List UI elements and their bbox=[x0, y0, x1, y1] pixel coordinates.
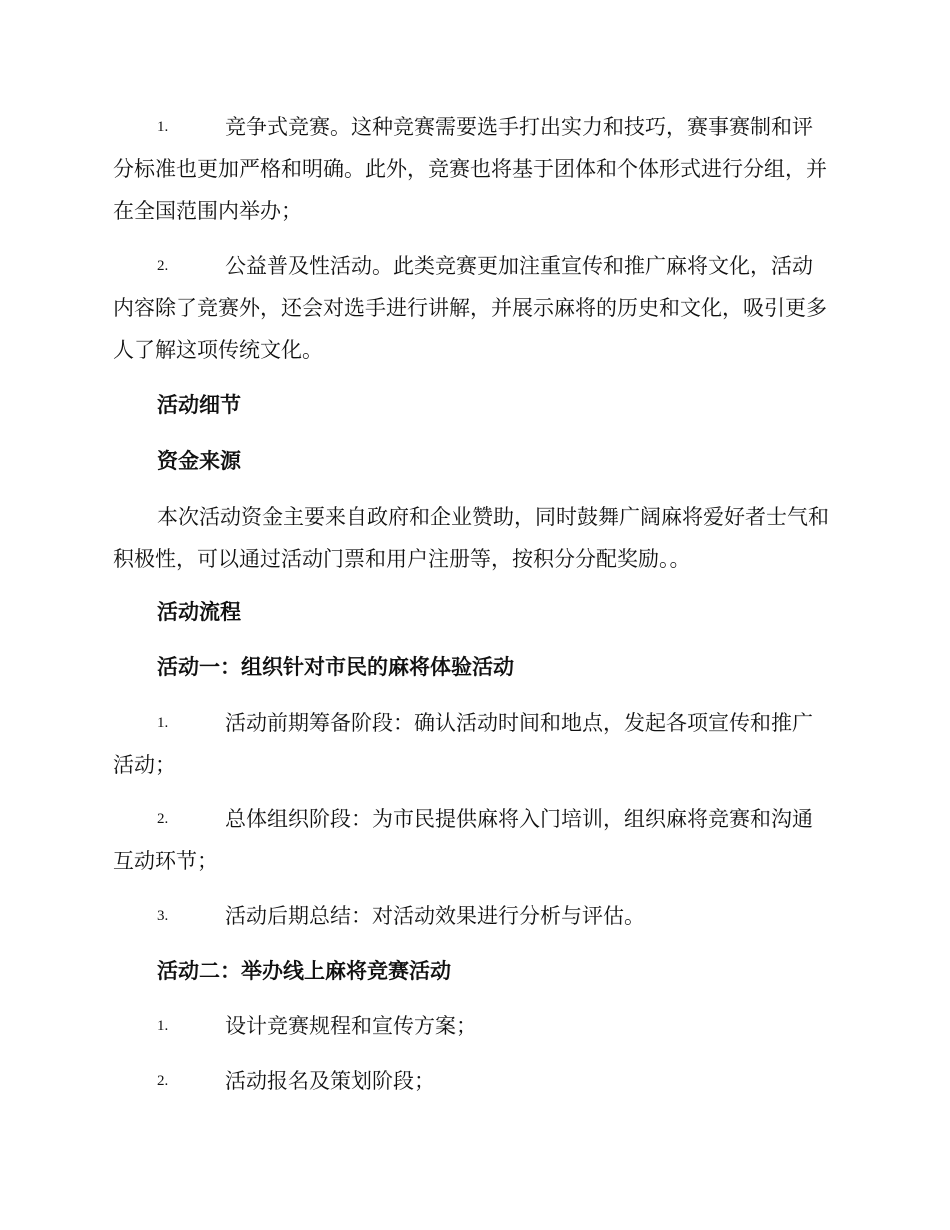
list-item bbox=[113, 895, 833, 937]
list-item bbox=[113, 702, 833, 786]
list-item-text: 竞争式竞赛。这种竞赛需要选手打出实力和技巧，赛事赛制和评分标准也更加严格和明确。此外，竞赛也将基于团体和个体形式进行分组，并在全国范围内举办； bbox=[113, 115, 827, 223]
activity-two-heading: 活动二：举办线上麻将竞赛活动 bbox=[157, 958, 451, 983]
list-item-text: 活动后期总结：对活动效果进行分析与评估。 bbox=[225, 904, 645, 928]
list-number: 1. bbox=[157, 119, 169, 135]
section-heading-funding: 资金来源 bbox=[157, 448, 241, 473]
list-item-text: 活动前期筹备阶段：确认活动时间和地点，发起各项宣传和推广活动； bbox=[113, 711, 813, 777]
list-item-text: 活动报名及策划阶段； bbox=[225, 1069, 435, 1093]
list-item bbox=[113, 1005, 833, 1047]
list-number: 2. bbox=[157, 258, 169, 274]
list-item bbox=[113, 798, 833, 882]
section-heading-details: 活动细节 bbox=[157, 392, 241, 417]
list-number: 3. bbox=[157, 908, 169, 924]
list-item bbox=[113, 245, 833, 371]
list-number: 1. bbox=[157, 715, 169, 731]
list-item bbox=[113, 106, 833, 232]
list-number: 2. bbox=[157, 811, 169, 827]
list-item-text: 总体组织阶段：为市民提供麻将入门培训，组织麻将竞赛和沟通互动环节； bbox=[113, 807, 813, 873]
funding-paragraph: 本次活动资金主要来自政府和企业赞助，同时鼓舞广阔麻将爱好者士气和积极性，可以通过活动门票和用户注册等，按积分分配奖励。。 bbox=[113, 505, 829, 571]
list-number: 2. bbox=[157, 1073, 169, 1089]
list-item bbox=[113, 1060, 833, 1102]
activity-one-heading: 活动一：组织针对市民的麻将体验活动 bbox=[157, 654, 514, 679]
section-heading-process: 活动流程 bbox=[157, 599, 241, 624]
list-item-text: 公益普及性活动。此类竞赛更加注重宣传和推广麻将文化，活动内容除了竞赛外，还会对选手进行讲解，并展示麻将的历史和文化，吸引更多人了解这项传统文化。 bbox=[113, 254, 827, 362]
list-item-text: 设计竞赛规程和宣传方案； bbox=[225, 1014, 477, 1038]
list-number: 1. bbox=[157, 1018, 169, 1034]
